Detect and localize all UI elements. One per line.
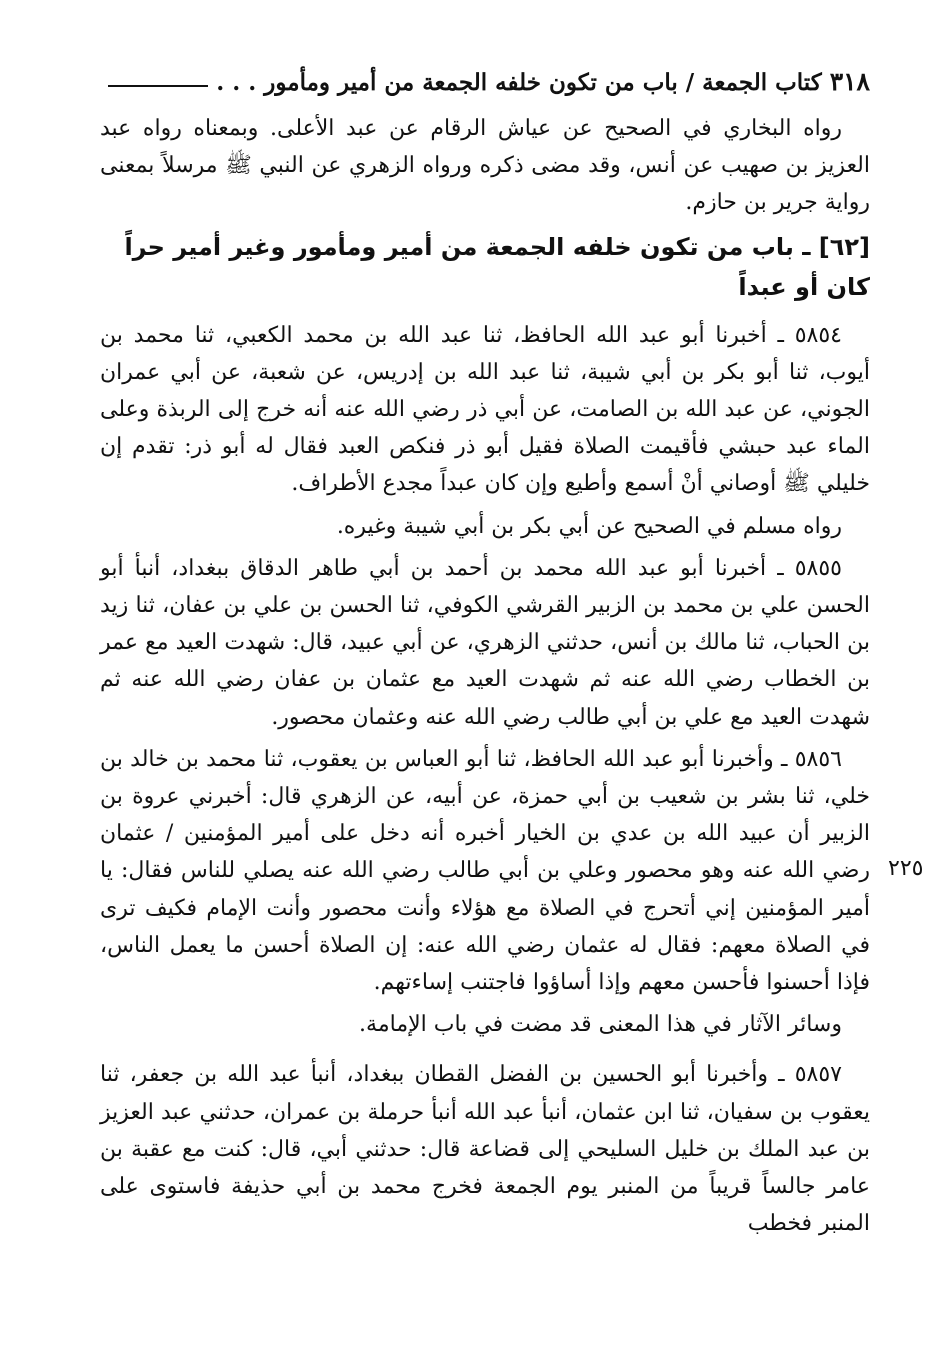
hadith-5854: ٥٨٥٤ ـ أخبرنا أبو عبد الله الحافظ، ثنا عبد الله بن محمد الكعبي، ثنا محمد بن أيوب، ثنا أبو بكر بن أبي شيبة، ثنا عبد الله بن إدريس، عن شعبة، عن أبي عمران الجوني، عن عبد الله بن الصامت، عن أبي ذر رضي الله عنه أنه خرج إلى الربذة وعلى الماء عبد حبشي فأقيمت الصلاة فقيل أبو ذر فنكص العبد فقال له أبو ذر: تقدم إن خليلي ﷺ أوصاني أنْ أسمع وأطيع وإن كان عبداً مجدع الأطراف. [100, 322, 870, 497]
header-rule [108, 85, 208, 87]
hadith-5856: ٥٨٥٦ ـ وأخبرنا أبو عبد الله الحافظ، ثنا أبو العباس بن يعقوب، ثنا محمد بن خالد بن خلي، ثنا بشر بن شعيب بن أبي حمزة، عن أبيه، عن الزهري قال: أخبرني عروة بن الزبير أن عبيد الله بن عدي بن الخيار أخبره أنه دخل على أمير المؤمنين / عثمان رضي الله عنه وهو محصور وعلي بن أبي طالب رضي الله عنه يصلي للناس فقال: يا أمير المؤمنين إني أتحرج في الصلاة مع هؤلاء وأنت محصور وأنت الإمام فكيف ترى في الصلاة معهم: فقال له عثمان رضي الله عنه: إن الصلاة أحسن ما يعمل الناس، فإذا أحسنوا فأحسن معهم وإذا أساؤوا فاجتنب إساءتهم. [100, 746, 870, 996]
hadith-5855: ٥٨٥٥ ـ أخبرنا أبو عبد الله محمد بن أحمد بن أبي طاهر الدقاق ببغداد، أنبأ أبو الحسن علي بن محمد بن الزبير القرشي الكوفي، ثنا الحسن بن علي بن عفان، ثنا زيد بن الحباب، ثنا مالك بن أنس، حدثني الزهري، عن أبي عبيد، قال: شهدت العيد مع عمر بن الخطاب رضي الله عنه ثم شهدت العيد مع عثمان بن عفان رضي الله عنه ثم شهدت العيد مع علي بن أبي طالب رضي الله عنه وعثمان محصور. [100, 555, 870, 730]
main-text [100, 110, 870, 1247]
intro-paragraph: رواه البخاري في الصحيح عن عياش الرقام عن عبد الأعلى. وبمعناه رواه عبد العزيز بن صهيب عن أنس، وقد مضى ذكره ورواه الزهري عن النبي ﷺ مرسلاً بمعنى رواية جرير بن حازم. [100, 116, 870, 216]
hadith-5854-note: رواه مسلم في الصحيح عن أبي بكر بن أبي شيبة وغيره. [336, 513, 842, 539]
page-number: ٣١٨ [829, 67, 870, 96]
running-title: كتاب الجمعة / باب من تكون خلفه الجمعة من أمير ومأمور . . . [216, 69, 822, 96]
hadith-5857: ٥٨٥٧ ـ وأخبرنا أبو الحسين بن الفضل القطان ببغداد، أنبأ عبد الله بن جعفر، ثنا يعقوب بن سفيان، ثنا ابن عثمان، أنبأ عبد الله أنبأ حرملة بن عمران، حدثني عبد العزيز بن عبد الملك بن خليل السليحي إلى قضاعة قال: حدثني أبي، قال: كنت مع عقبة بن عامر جالساً قريباً من المنبر يوم الجمعة فخرج محمد بن أبي حذيفة فاستوى على المنبر فخطب [100, 1062, 870, 1237]
paragraph-gap [100, 1048, 870, 1056]
section-heading: [٦٢] ـ باب من تكون خلفه الجمعة من أمير ومأمور وغير أمير حراً كان أو عبداً [124, 232, 870, 301]
margin-page-reference: ٢٢٥ [888, 856, 924, 881]
running-header [100, 56, 870, 96]
hadith-5856-note: وسائر الآثار في هذا المعنى قد مضت في باب الإمامة. [359, 1012, 842, 1038]
